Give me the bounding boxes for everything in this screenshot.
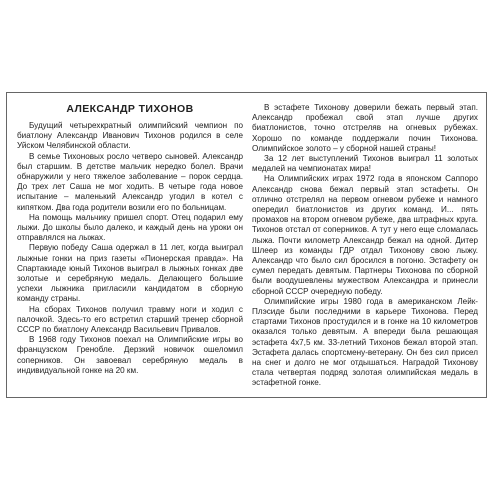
paragraph: В 1968 году Тихонов поехал на Олимпийские игры во французском Гренобле. Дерзкий новичок ошеломил соперников. Он завоевал серебряную медаль в индивидуальной гонке на 20 км.	[17, 335, 243, 375]
paragraph: Первую победу Саша одержал в 11 лет, когда выиграл лыжные гонки на приз газеты «Пионерская правда». На Спартакиаде юный Тихонов выиграл в лыжных гонках две золотые и серебряную медаль. Делающего большие успехи лыжника пригласили кандидатом в сборную команду страны.	[17, 243, 243, 304]
paragraph: Олимпийские игры 1980 года в американском Лейк-Плэсиде были последними в карьере Тихонова. Перед стартами Тихонов простудился и в гонке на 10 километров оказался только девятым. А впереди была решающая эстафета 4x7,5 км. 33-летний Тихонов бежал второй этап. Эстафета далась спортсмену-ветерану. Он без сил присел на снег и долго не мог отдышаться. Наградой Тихонову стала четвертая подряд золотая олимпийская медаль в эстафетной гонке.	[252, 296, 478, 388]
left-column	[17, 103, 243, 393]
right-column	[252, 103, 478, 393]
paragraph: На помощь мальчику пришел спорт. Отец подарил ему лыжи. До школы было далеко, и каждый день на уроки он отправлялся на лыжах.	[17, 212, 243, 243]
article-columns	[17, 103, 478, 393]
article-title: АЛЕКСАНДР ТИХОНОВ	[66, 103, 194, 115]
paragraph: В семье Тихоновых росло четверо сыновей. Александр был старшим. В детстве мальчик нередко болел. Врачи обнаружили у него тяжелое заболевание – порок сердца. До трех лет Саша не мог ходить. В четыре года новое испытание – маленький Александр угодил в котел с кипятком. Два года родители возили его по больницам.	[17, 151, 243, 212]
paragraph: За 12 лет выступлений Тихонов выиграл 11 золотых медалей на чемпионатах мира!	[252, 154, 478, 174]
paragraph: На сборах Тихонов получил травму ноги и ходил с палочкой. Здесь-то его встретил старший тренер сборной СССР по биатлону Александр Васильевич Привалов.	[17, 304, 243, 335]
paragraph: Будущий четырехкратный олимпийский чемпион по биатлону Александр Иванович Тихонов родился в селе Уйском Челябинской области.	[17, 121, 243, 151]
paragraph: На Олимпийских играх 1972 года в японском Саппоро Александр снова бежал первый этап эстафеты. Он отлично отстрелял на первом огневом рубеже и намного опередил биатлонистов из других команд. И... пять промахов на втором огневом рубеже, два штрафных круга. Тихонов отстал от соперников. А тут у него еще сломалась лыжа. Почти километр Александр бежал на одной. Дитер Шлеер из команды ГДР отдал Тихонову свою лыжу. Александр что было сил бросился в погоню. Эстафету он сумел передать девятым. Партнеры Тихонова по сборной были воодушевлены мужеством Александра и принесли сборной СССР очередную победу.	[252, 174, 478, 296]
paragraph: В эстафете Тихонову доверили бежать первый этап. Александр пробежал свой этап лучше других биатлонистов, точно отстреляв на огневых рубежах. Хорошо по команде поддержали почин Тихонова. Олимпийское золото – у сборной нашей страны!	[252, 103, 478, 153]
article-card	[6, 92, 487, 398]
